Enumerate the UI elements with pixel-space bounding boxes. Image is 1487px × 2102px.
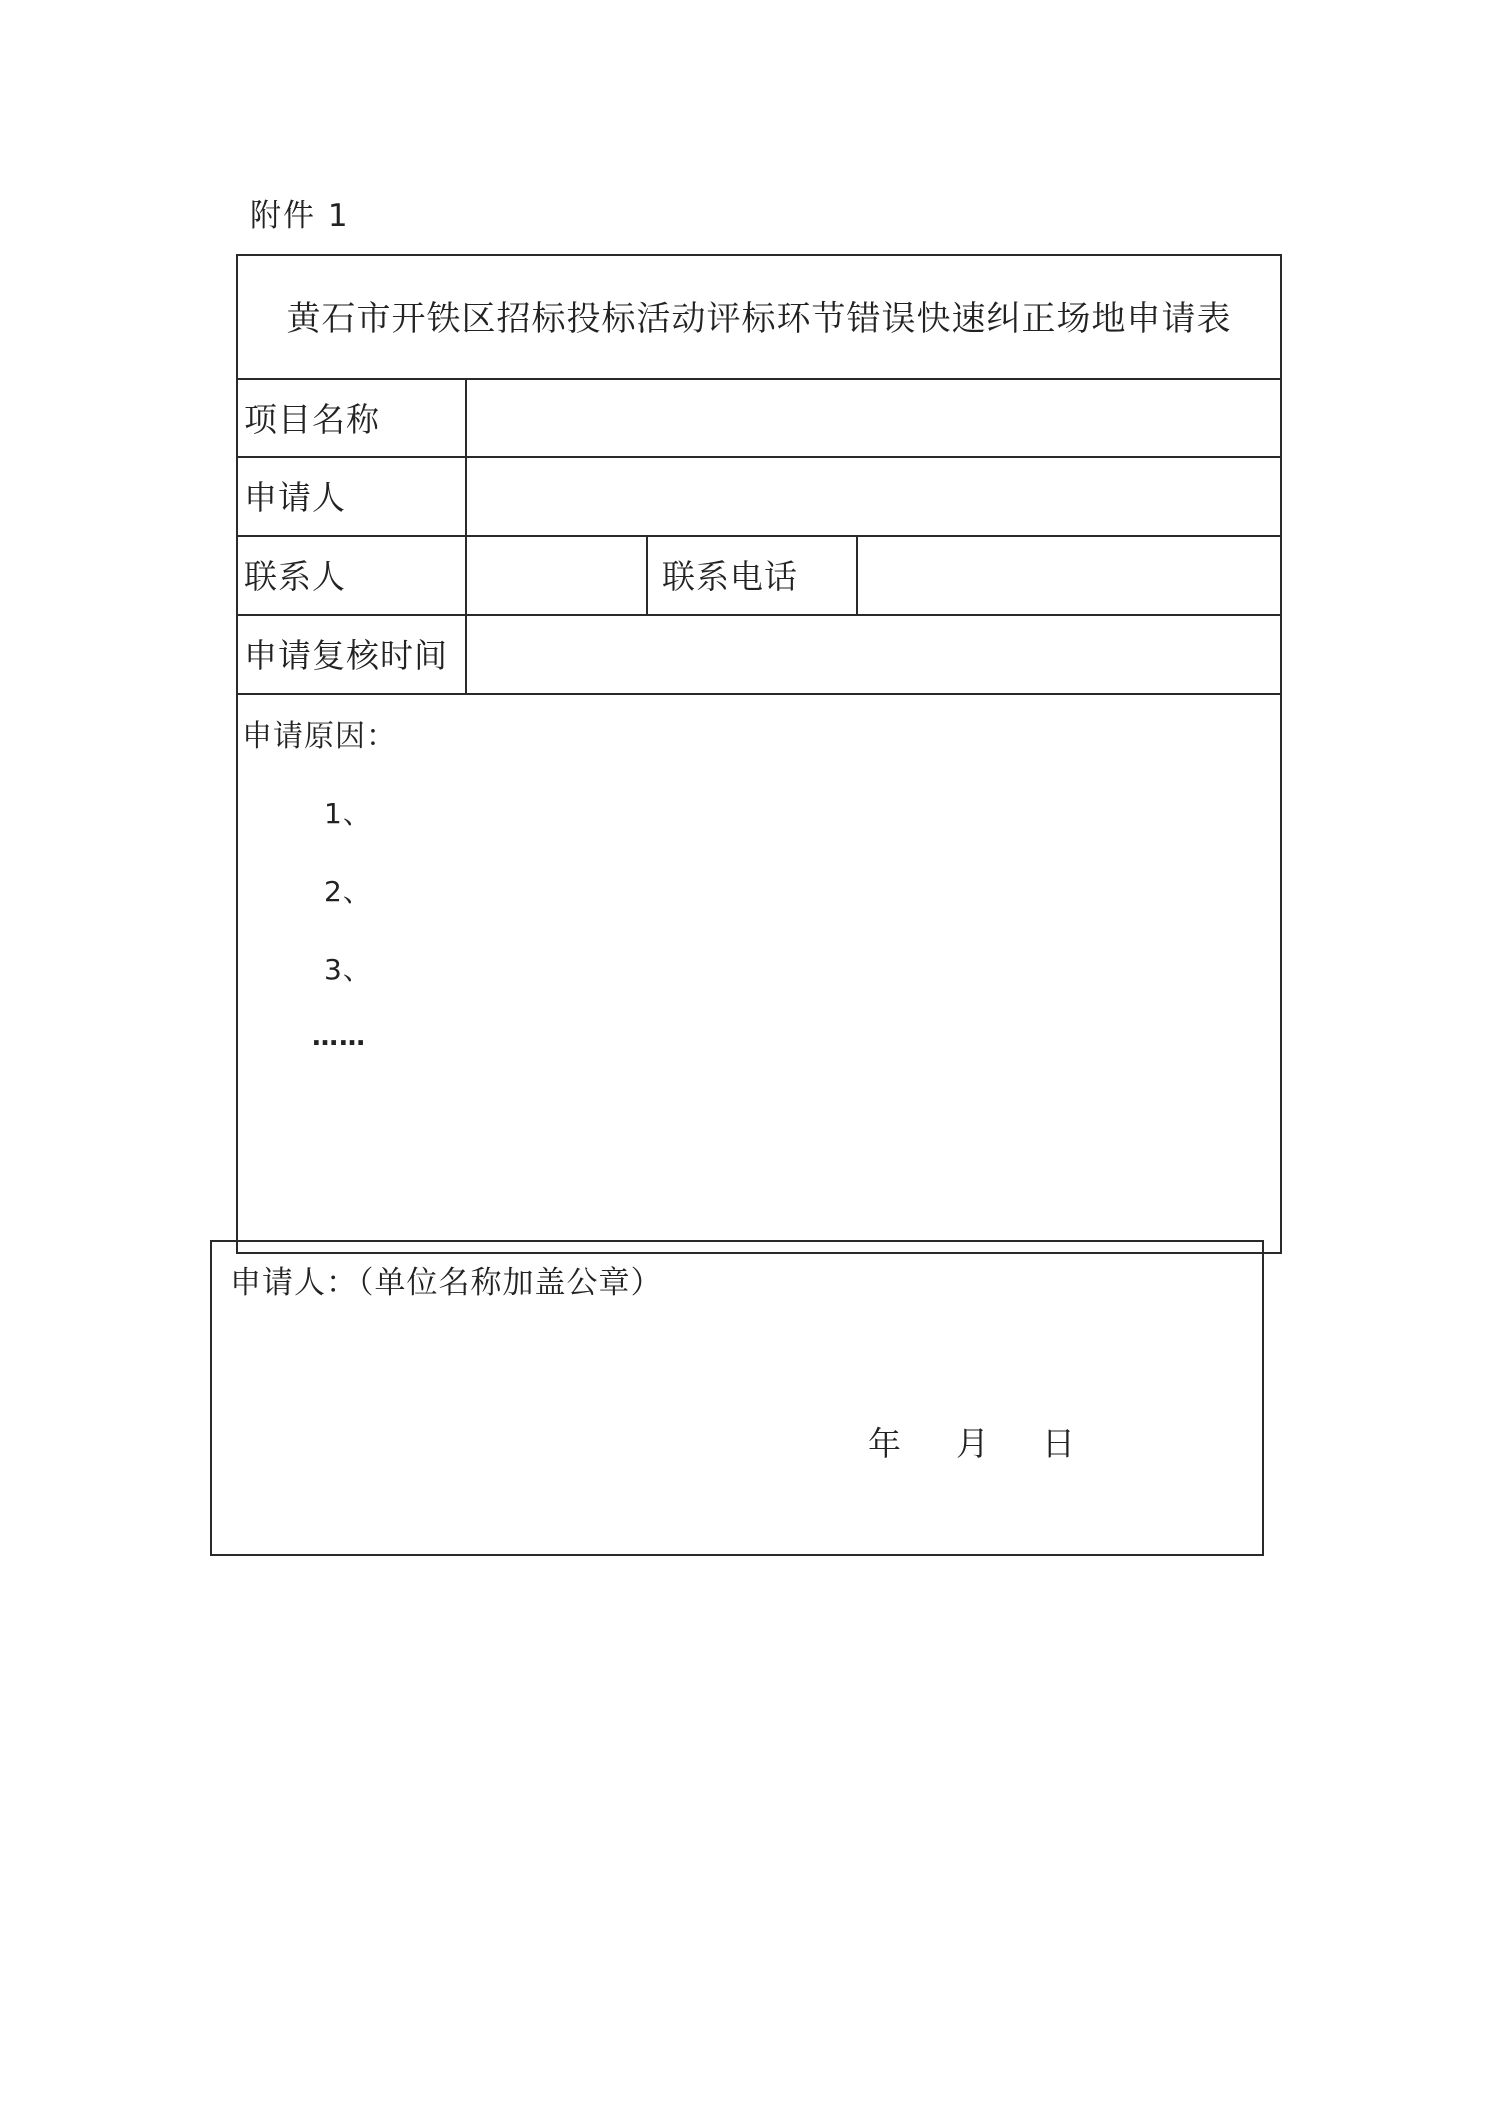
date-day-label: 日 [1042, 1424, 1075, 1463]
reason-ellipsis: …… [312, 1022, 366, 1052]
row-divider [236, 693, 1282, 695]
applicant-field[interactable] [468, 458, 1280, 533]
project-name-field[interactable] [468, 380, 1280, 454]
signature-label: 申请人：（单位名称加盖公章） [230, 1264, 663, 1301]
review-time-label: 申请复核时间 [244, 636, 448, 675]
phone-field[interactable] [859, 537, 1280, 612]
date-year-label: 年 [868, 1424, 901, 1463]
applicant-label: 申请人 [244, 478, 346, 517]
column-divider [856, 535, 858, 614]
reason-item: 2、 [324, 875, 372, 908]
reason-label: 申请原因： [242, 719, 397, 754]
reason-item: 3、 [324, 953, 372, 986]
review-time-field[interactable] [468, 616, 1280, 691]
column-divider [465, 378, 467, 693]
reason-item: 1、 [324, 797, 372, 830]
project-name-label: 项目名称 [244, 399, 380, 439]
attachment-label: 附件 1 [250, 198, 350, 234]
form-title: 黄石市开铁区招标投标活动评标环节错误快速纠正场地申请表 [286, 298, 1232, 339]
contact-label: 联系人 [244, 557, 346, 596]
date-month-label: 月 [956, 1424, 989, 1463]
phone-label: 联系电话 [662, 557, 798, 596]
column-divider [646, 535, 648, 614]
contact-field[interactable] [468, 537, 644, 612]
